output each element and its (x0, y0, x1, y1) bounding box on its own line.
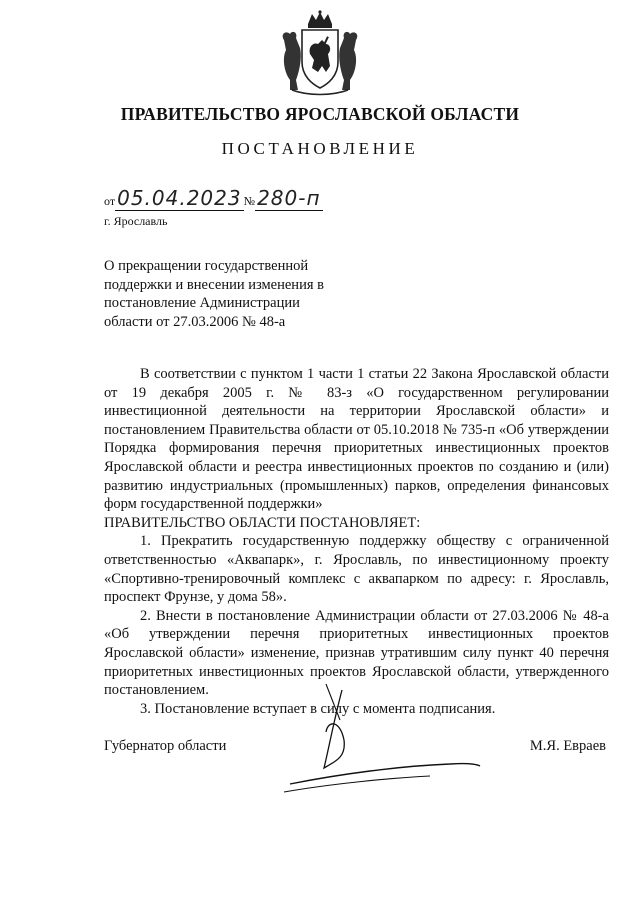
handwritten-signature (280, 660, 500, 800)
subject-line: области от 27.03.2006 № 48-а (104, 313, 286, 330)
document-subject (104, 257, 349, 331)
document-date-line (104, 186, 323, 211)
organization-title: ПРАВИТЕЛЬСТВО ЯРОСЛАВСКОЙ ОБЛАСТИ (120, 104, 520, 124)
subject-line: постановление Администрации (104, 295, 300, 311)
date-prefix: от (104, 194, 116, 208)
subject-line: поддержки и внесении изменения в (104, 276, 324, 293)
signatory-position: Губернатор области (104, 738, 227, 754)
item-2-paragraph: 2. Внести в постановление Администрации области от 27.03.2006 № 48-а «Об утверждении перечня приоритетных инвестиционных проектов Ярославской области» изменение, признав утратившим силу пункт 40 перечня приоритетных инвестиционных проектов Ярославской области, утвержденного постановлением. (104, 607, 609, 699)
handwritten-number: 280-п (257, 186, 321, 210)
item-3-paragraph: 3. Постановление вступает в силу с момента подписания. (140, 700, 496, 717)
preamble-paragraph: В соответствии с пунктом 1 части 1 статьи 22 Закона Ярославской области от 19 декабря 2005 г. № 83-з «О государственном регулировании инвестиционной деятельности на территории Ярославской области» и постановлением Правительства области от 05.10.2018 № 735-п «Об утверждении Порядка формирования перечня приоритетных инвестиционных проектов Ярославской области и реестра инвестиционных проектов по созданию и (или) развитию индустриальных (промышленных) парков, определения финансовых форм государственной поддержки» (104, 366, 609, 513)
document-type-title: ПОСТАНОВЛЕНИЕ (221, 139, 419, 158)
city-label: г. Ярославль (104, 214, 168, 228)
resolution-heading: ПРАВИТЕЛЬСТВО ОБЛАСТИ ПОСТАНОВЛЯЕТ: (104, 514, 421, 531)
item-1-paragraph: 1. Прекратить государственную поддержку обществу с ограниченной ответственностью «Аквапарк», г. Ярославль, по инвестиционному проекту «Спортивно-тренировочный комплекс с аквапарком по адресу: г. Ярославль, проспект Фрунзе, у дома 58». (104, 533, 609, 606)
coat-of-arms-emblem (272, 10, 368, 98)
subject-line: О прекращении государственной (104, 258, 309, 274)
handwritten-date: 05.04.2023 (117, 186, 242, 210)
number-sign: № (243, 194, 256, 208)
signatory-name: М.Я. Евраев (529, 738, 606, 754)
